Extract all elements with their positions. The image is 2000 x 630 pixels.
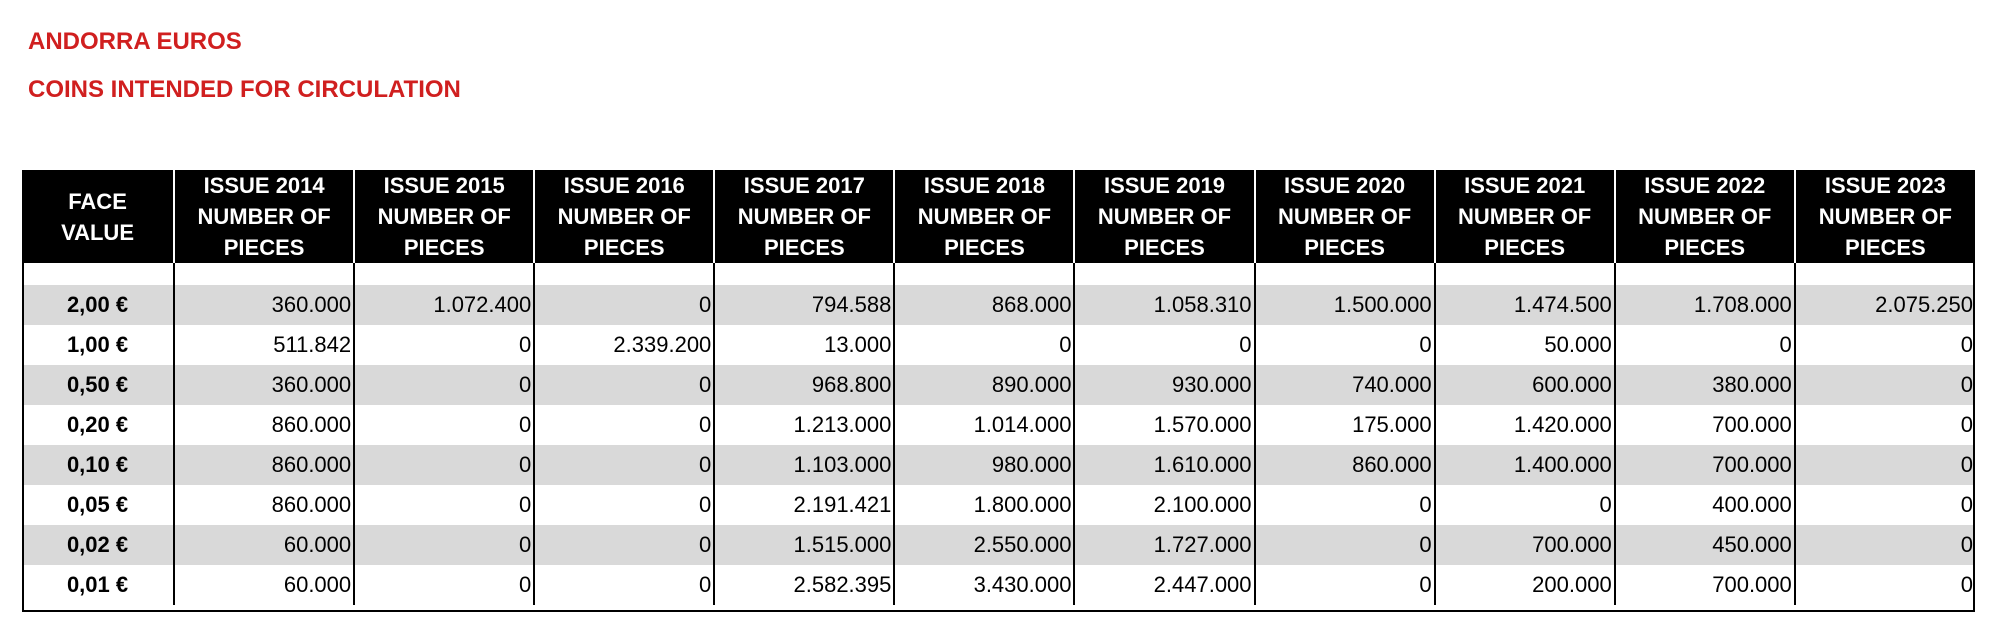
- pieces-cell: 0: [1255, 565, 1435, 605]
- pieces-cell: 0: [1255, 325, 1435, 365]
- pieces-cell: 0: [894, 325, 1074, 365]
- face-value-cell: 2,00 €: [22, 285, 174, 325]
- pieces-cell: 860.000: [1255, 445, 1435, 485]
- face-value-header-line: VALUE: [61, 219, 134, 245]
- pieces-cell: 740.000: [1255, 365, 1435, 405]
- pieces-cell: 2.075.250: [1795, 285, 1975, 325]
- pieces-cell: 0: [354, 525, 534, 565]
- pieces-label: PIECES: [1664, 235, 1746, 260]
- face-value-cell: 0,02 €: [22, 525, 174, 565]
- pieces-cell: 3.430.000: [894, 565, 1074, 605]
- pieces-cell: 0: [1795, 325, 1975, 365]
- table-row: [22, 525, 1975, 565]
- pieces-cell: 700.000: [1615, 405, 1795, 445]
- face-value-cell: 0,01 €: [22, 565, 174, 605]
- face-value-cell: 0,50 €: [22, 365, 174, 405]
- pieces-label: PIECES: [223, 235, 305, 260]
- number-of-label: NUMBER OF: [1458, 204, 1592, 229]
- pieces-cell: 2.550.000: [894, 525, 1074, 565]
- pieces-cell: 380.000: [1615, 365, 1795, 405]
- pieces-cell: 1.014.000: [894, 405, 1074, 445]
- pieces-cell: 700.000: [1615, 565, 1795, 605]
- pieces-cell: 511.842: [174, 325, 354, 365]
- issue-year-header: [1074, 170, 1254, 263]
- pieces-cell: 60.000: [174, 565, 354, 605]
- table-row: [22, 325, 1975, 365]
- pieces-cell: 0: [534, 525, 714, 565]
- issue-year-header: [714, 170, 894, 263]
- pieces-cell: 0: [1255, 525, 1435, 565]
- pieces-cell: 0: [1795, 405, 1975, 445]
- header-row: [22, 170, 1975, 263]
- issue-year-label: ISSUE 2016: [563, 173, 685, 198]
- pieces-cell: 860.000: [174, 445, 354, 485]
- pieces-label: PIECES: [403, 235, 485, 260]
- spacer-cell: [1074, 263, 1254, 285]
- spacer-row: [22, 263, 1975, 285]
- table-row: [22, 285, 1975, 325]
- number-of-label: NUMBER OF: [557, 204, 691, 229]
- pieces-cell: 200.000: [1435, 565, 1615, 605]
- issue-year-label: ISSUE 2018: [923, 173, 1045, 198]
- table-row: [22, 365, 1975, 405]
- face-value-cell: 0,05 €: [22, 485, 174, 525]
- issue-year-label: ISSUE 2015: [383, 173, 505, 198]
- table-body: [22, 263, 1975, 605]
- pieces-cell: 2.582.395: [714, 565, 894, 605]
- pieces-cell: 980.000: [894, 445, 1074, 485]
- pieces-cell: 1.610.000: [1074, 445, 1254, 485]
- pieces-cell: 50.000: [1435, 325, 1615, 365]
- pieces-cell: 1.515.000: [714, 525, 894, 565]
- pieces-label: PIECES: [583, 235, 665, 260]
- pieces-label: PIECES: [1484, 235, 1565, 260]
- pieces-cell: 1.570.000: [1074, 405, 1254, 445]
- pieces-label: PIECES: [944, 235, 1025, 260]
- spacer-cell: [174, 263, 354, 285]
- issue-year-header: [894, 170, 1074, 263]
- mintage-table: [22, 170, 1975, 605]
- pieces-cell: 930.000: [1074, 365, 1254, 405]
- number-of-label: NUMBER OF: [1638, 204, 1772, 229]
- pieces-cell: 1.800.000: [894, 485, 1074, 525]
- issue-year-label: ISSUE 2022: [1644, 173, 1766, 198]
- pieces-cell: 1.708.000: [1615, 285, 1795, 325]
- spacer-cell: [534, 263, 714, 285]
- spacer-cell: [1615, 263, 1795, 285]
- pieces-cell: 1.072.400: [354, 285, 534, 325]
- pieces-cell: 2.100.000: [1074, 485, 1254, 525]
- issue-year-label: ISSUE 2017: [743, 173, 865, 198]
- pieces-cell: 0: [1795, 445, 1975, 485]
- number-of-label: NUMBER OF: [377, 204, 511, 229]
- spacer-cell: [354, 263, 534, 285]
- table-row: [22, 565, 1975, 605]
- pieces-cell: 0: [354, 485, 534, 525]
- face-value-cell: 0,20 €: [22, 405, 174, 445]
- number-of-label: NUMBER OF: [737, 204, 871, 229]
- pieces-cell: 2.339.200: [534, 325, 714, 365]
- pieces-cell: 0: [1255, 485, 1435, 525]
- issue-year-header: [1435, 170, 1615, 263]
- pieces-cell: 860.000: [174, 485, 354, 525]
- issue-year-header: [1795, 170, 1975, 263]
- face-value-cell: 0,10 €: [22, 445, 174, 485]
- pieces-cell: 1.103.000: [714, 445, 894, 485]
- pieces-cell: 794.588: [714, 285, 894, 325]
- pieces-cell: 60.000: [174, 525, 354, 565]
- pieces-cell: 0: [1795, 525, 1975, 565]
- pieces-cell: 13.000: [714, 325, 894, 365]
- pieces-cell: 400.000: [1615, 485, 1795, 525]
- number-of-label: NUMBER OF: [197, 204, 331, 229]
- pieces-label: PIECES: [763, 235, 845, 260]
- issue-year-header: [1615, 170, 1795, 263]
- face-value-header-line: FACE: [68, 188, 127, 214]
- pieces-cell: 860.000: [174, 405, 354, 445]
- issue-year-label: ISSUE 2019: [1103, 173, 1226, 198]
- pieces-cell: 450.000: [1615, 525, 1795, 565]
- issue-year-header: [1255, 170, 1435, 263]
- issue-year-header: [534, 170, 714, 263]
- pieces-label: PIECES: [1304, 235, 1385, 260]
- pieces-cell: 700.000: [1615, 445, 1795, 485]
- spacer-cell: [1435, 263, 1615, 285]
- pieces-cell: 2.191.421: [714, 485, 894, 525]
- pieces-cell: 1.727.000: [1074, 525, 1254, 565]
- pieces-cell: 1.474.500: [1435, 285, 1615, 325]
- issue-year-label: ISSUE 2020: [1284, 173, 1406, 198]
- face-value-header: [22, 170, 174, 263]
- pieces-label: PIECES: [1124, 235, 1205, 260]
- pieces-cell: 0: [1074, 325, 1254, 365]
- pieces-cell: 0: [534, 445, 714, 485]
- issue-year-header: [354, 170, 534, 263]
- pieces-cell: 0: [354, 325, 534, 365]
- pieces-cell: 600.000: [1435, 365, 1615, 405]
- pieces-cell: 0: [1435, 485, 1615, 525]
- pieces-cell: 360.000: [174, 285, 354, 325]
- number-of-label: NUMBER OF: [1277, 204, 1412, 229]
- issue-year-header: [174, 170, 354, 263]
- spacer-cell: [1795, 263, 1975, 285]
- issue-year-label: ISSUE 2021: [1464, 173, 1586, 198]
- pieces-cell: 868.000: [894, 285, 1074, 325]
- number-of-label: NUMBER OF: [1818, 204, 1952, 229]
- pieces-cell: 0: [354, 365, 534, 405]
- spacer-cell: [714, 263, 894, 285]
- number-of-label: NUMBER OF: [1097, 204, 1232, 229]
- pieces-cell: 2.447.000: [1074, 565, 1254, 605]
- spacer-cell: [894, 263, 1074, 285]
- spacer-cell: [1255, 263, 1435, 285]
- pieces-cell: 0: [534, 565, 714, 605]
- pieces-cell: 0: [1795, 565, 1975, 605]
- face-value-cell: 1,00 €: [22, 325, 174, 365]
- table-row: [22, 485, 1975, 525]
- pieces-cell: 0: [534, 485, 714, 525]
- page-subtitle: COINS INTENDED FOR CIRCULATION: [28, 76, 461, 103]
- pieces-cell: 0: [354, 445, 534, 485]
- pieces-cell: 968.800: [714, 365, 894, 405]
- pieces-cell: 0: [354, 565, 534, 605]
- page-title: ANDORRA EUROS: [28, 28, 242, 55]
- table-row: [22, 405, 1975, 445]
- issue-year-label: ISSUE 2023: [1824, 173, 1946, 198]
- pieces-cell: 0: [534, 285, 714, 325]
- table-row: [22, 445, 1975, 485]
- pieces-cell: 0: [534, 365, 714, 405]
- issue-year-label: ISSUE 2014: [203, 173, 325, 198]
- pieces-cell: 0: [1615, 325, 1795, 365]
- pieces-cell: 1.400.000: [1435, 445, 1615, 485]
- pieces-cell: 1.420.000: [1435, 405, 1615, 445]
- pieces-cell: 0: [1795, 485, 1975, 525]
- pieces-cell: 0: [534, 405, 714, 445]
- pieces-cell: 360.000: [174, 365, 354, 405]
- pieces-label: PIECES: [1845, 235, 1926, 260]
- pieces-cell: 890.000: [894, 365, 1074, 405]
- pieces-cell: 700.000: [1435, 525, 1615, 565]
- pieces-cell: 0: [1795, 365, 1975, 405]
- pieces-cell: 175.000: [1255, 405, 1435, 445]
- pieces-cell: 1.500.000: [1255, 285, 1435, 325]
- number-of-label: NUMBER OF: [917, 204, 1052, 229]
- pieces-cell: 0: [354, 405, 534, 445]
- pieces-cell: 1.058.310: [1074, 285, 1254, 325]
- pieces-cell: 1.213.000: [714, 405, 894, 445]
- spacer-cell: [22, 263, 174, 285]
